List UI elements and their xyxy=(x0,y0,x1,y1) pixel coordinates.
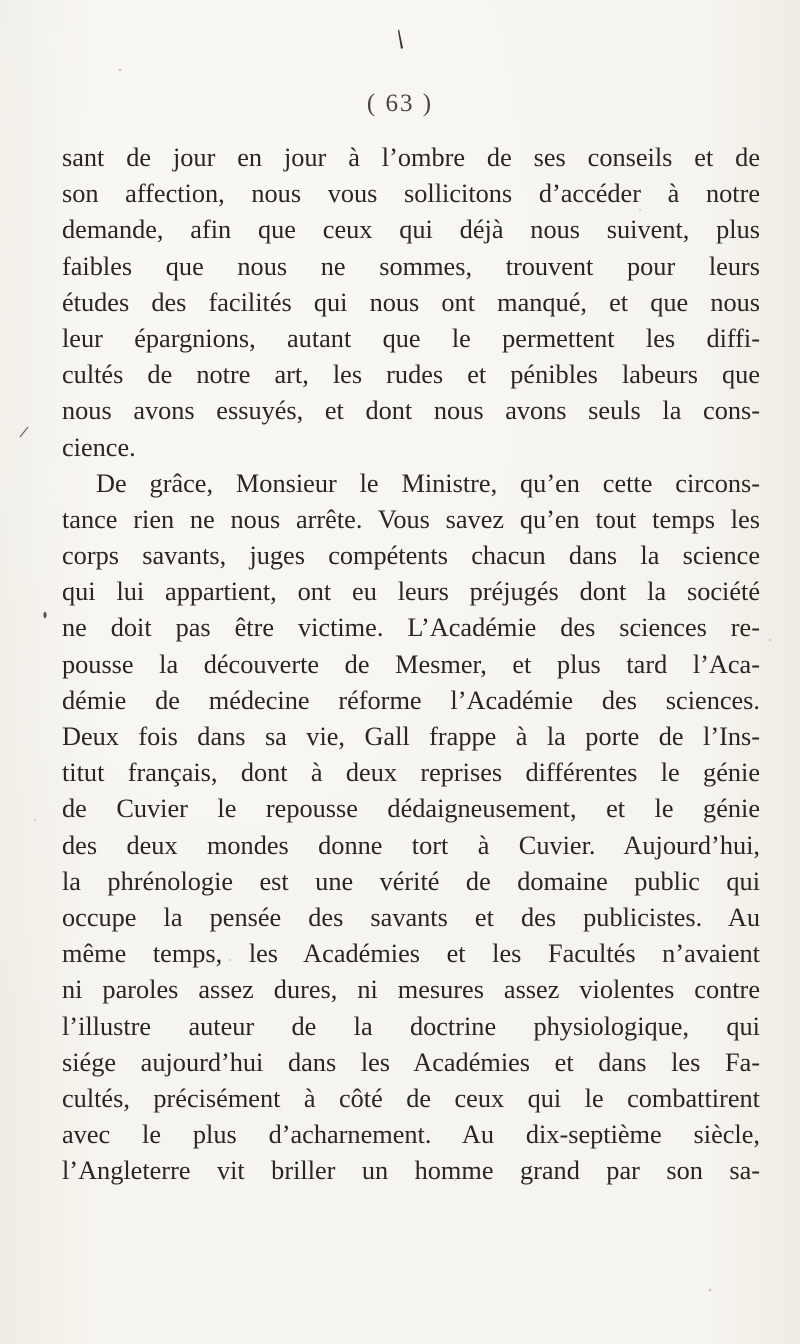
text-line: tance rien ne nous arrête. Vous savez qu’en tout temps les xyxy=(62,504,760,534)
text-line: Deux fois dans sa vie, Gall frappe à la porte de l’Ins- xyxy=(62,722,760,751)
text-line: la phrénologie est une vérité de domaine public qui xyxy=(62,866,760,896)
page-number: ( 63 ) xyxy=(366,90,434,117)
text-line: ni paroles assez dures, ni mesures assez violentes contre xyxy=(62,975,760,1005)
text-line: faibles que nous ne sommes, trouvent pour leurs xyxy=(62,251,760,281)
text-line: qui lui appartient, ont eu leurs préjugés dont la société xyxy=(62,577,760,607)
text-line: demande, afin que ceux qui déjà nous suivent, plus xyxy=(62,215,760,245)
text-line: l’illustre auteur de la doctrine physiologique, qui xyxy=(62,1011,760,1041)
text-line: pousse la découverte de Mesmer, et plus tard l’Aca- xyxy=(62,649,760,679)
text-line: même temps, les Académies et les Facultés n’avaient xyxy=(62,939,760,969)
text-line: siége aujourd’hui dans les Académies et dans les Fa- xyxy=(62,1047,760,1077)
text-line: De grâce, Monsieur le Ministre, qu’en cette circons- xyxy=(96,468,760,498)
text-line: occupe la pensée des savants et des publicistes. Au xyxy=(62,902,760,932)
text-line: de Cuvier le repousse dédaigneusement, et le génie xyxy=(62,794,760,824)
text-line: titut français, dont à deux reprises différentes le génie xyxy=(62,758,760,788)
text-line: cience. xyxy=(62,432,136,462)
text-line: corps savants, juges compétents chacun dans la science xyxy=(62,541,760,571)
text-line: études des facilités qui nous ont manqué, et que nous xyxy=(62,287,760,317)
text-line: nous avons essuyés, et dont nous avons seuls la cons- xyxy=(62,396,760,426)
text-line: cultés, précisément à côté de ceux qui le combattirent xyxy=(62,1083,760,1113)
margin-pencil-mark xyxy=(18,425,30,439)
text-line: l’Angleterre vit briller un homme grand par son sa- xyxy=(62,1156,760,1186)
text-line: démie de médecine réforme l’Académie des sciences. xyxy=(62,685,760,715)
paragraph-1 xyxy=(62,140,760,466)
paragraph-2 xyxy=(62,466,760,1190)
text-line: avec le plus d’acharnement. Au dix-septième siècle, xyxy=(62,1120,760,1150)
text-line: ne doit pas être victime. L’Académie des sciences re- xyxy=(62,613,760,643)
body-text xyxy=(62,140,760,1189)
ink-mark-top xyxy=(396,28,406,50)
margin-ink-dot xyxy=(42,610,48,620)
text-line: sant de jour en jour à l’ombre de ses conseils et de xyxy=(62,143,760,172)
text-line: son affection, nous vous sollicitons d’accéder à notre xyxy=(62,179,760,209)
text-line: cultés de notre art, les rudes et pénibles labeurs que xyxy=(62,360,760,390)
text-line: des deux mondes donne tort à Cuvier. Aujourd’hui, xyxy=(62,830,760,860)
text-line: leur épargnions, autant que le permettent les diffi- xyxy=(62,323,760,353)
